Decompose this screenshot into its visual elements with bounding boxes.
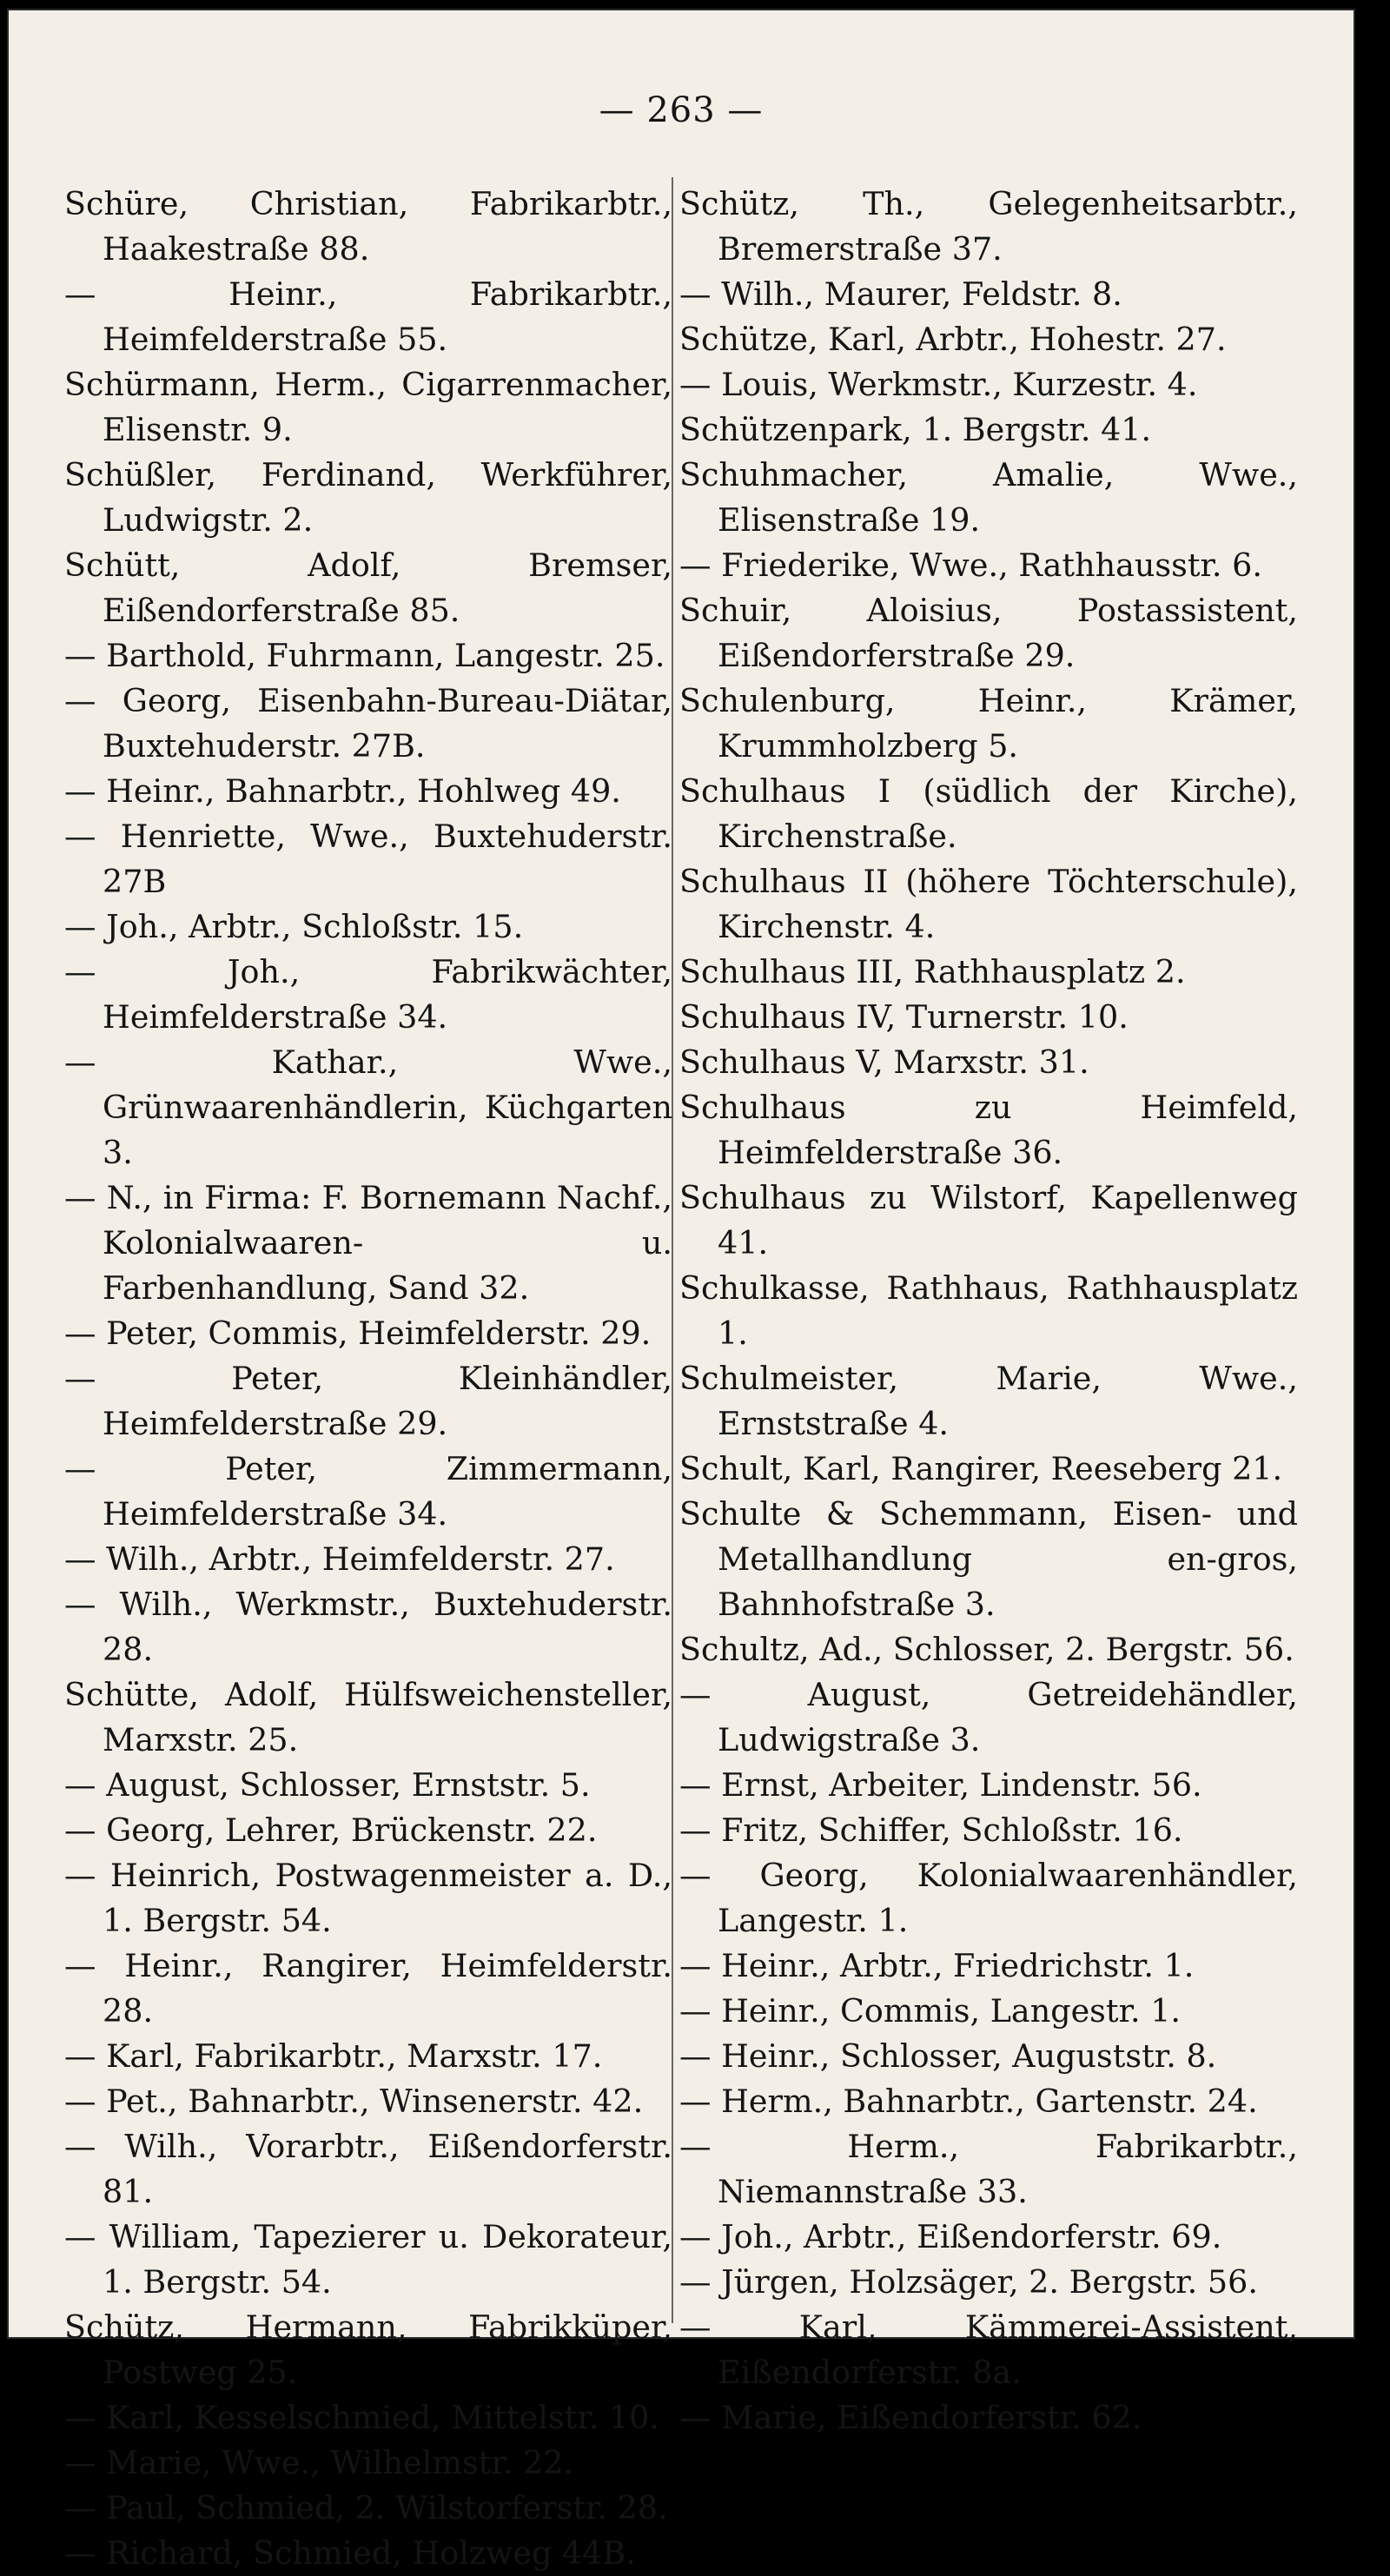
directory-entry: — Fritz, Schiffer, Schloßstr. 16. [679, 1811, 1183, 1849]
directory-entry: — Herm., Bahnarbtr., Gartenstr. 24. [679, 2083, 1258, 2120]
directory-entry: — Heinrich, Postwagenmeister a. D., 1. Bergstr. 54. [64, 1857, 672, 1939]
directory-entry: Schüre, Christian, Fabrikarbtr., Haakestraße 88. [64, 185, 672, 268]
directory-entry: Schulhaus IV, Turnerstr. 10. [679, 998, 1129, 1036]
directory-entry: — Marie, Eißendorferstr. 62. [679, 2399, 1142, 2436]
directory-entry: — August, Getreidehändler, Ludwigstraße 3. [679, 1676, 1298, 1758]
directory-entry: Schulhaus II (höhere Töchterschule), Kirchenstr. 4. [679, 863, 1298, 945]
directory-page [9, 10, 1354, 2572]
directory-entry: — Richard, Schmied, Holzweg 44B. [64, 2534, 636, 2572]
directory-entry: Schulhaus III, Rathhausplatz 2. [679, 953, 1186, 990]
directory-entry: — Peter, Kleinhändler, Heimfelderstraße 29. [64, 1360, 672, 1442]
directory-entry: Schulenburg, Heinr., Krämer, Krummholzberg 5. [679, 682, 1298, 765]
directory-entry: — Peter, Zimmermann, Heimfelderstraße 34. [64, 1450, 672, 1533]
directory-entry: Schürmann, Herm., Cigarrenmacher, Elisenstr. 9. [64, 366, 672, 448]
directory-entry: Schütt, Adolf, Bremser, Eißendorferstraße 85. [64, 546, 672, 629]
directory-entry: — Peter, Commis, Heimfelderstr. 29. [64, 1314, 652, 1352]
directory-entry: — Heinr., Rangirer, Heimfelderstr. 28. [64, 1947, 672, 2030]
directory-entry: Schütz, Hermann, Fabrikküper, Postweg 25. [64, 2308, 672, 2391]
directory-entry: — Jürgen, Holzsäger, 2. Bergstr. 56. [679, 2263, 1258, 2301]
directory-entry: — Heinr., Commis, Langestr. 1. [679, 1992, 1182, 2030]
directory-entry: Schulte & Schemmann, Eisen- und Metallhandlung en-gros, Bahnhofstraße 3. [679, 1495, 1298, 1623]
directory-entry: Schütte, Adolf, Hülfsweichensteller, Marxstr. 25. [64, 1676, 672, 1758]
directory-entry: — Georg, Lehrer, Brückenstr. 22. [64, 1811, 598, 1849]
directory-entry: — Heinr., Arbtr., Friedrichstr. 1. [679, 1947, 1195, 1984]
directory-entry: — Kathar., Wwe., Grünwaarenhändlerin, Küchgarten 3. [64, 1043, 672, 1171]
directory-entry: — Henriette, Wwe., Buxtehuderstr. 27B [64, 818, 672, 900]
directory-entry: Schulhaus zu Heimfeld, Heimfelderstraße 36. [679, 1089, 1298, 1171]
directory-entry: — Wilh., Vorarbtr., Eißendorferstr. 81. [64, 2128, 672, 2210]
directory-entry: Schüßler, Ferdinand, Werkführer, Ludwigstr. 2. [64, 456, 672, 539]
directory-entry: — Georg, Eisenbahn-Bureau-Diätar, Buxtehuderstr. 27B. [64, 682, 672, 765]
directory-entry: — Heinr., Fabrikarbtr., Heimfelderstraße 55. [64, 275, 672, 358]
directory-entry: Schulmeister, Marie, Wwe., Ernststraße 4. [679, 1360, 1298, 1442]
directory-entry: — August, Schlosser, Ernststr. 5. [64, 1766, 591, 1804]
directory-entry: Schult, Karl, Rangirer, Reeseberg 21. [679, 1450, 1283, 1487]
directory-entry: — William, Tapezierer u. Dekorateur, 1. Bergstr. 54. [64, 2218, 672, 2301]
directory-entry: — Friederike, Wwe., Rathhausstr. 6. [679, 546, 1262, 584]
directory-entry: Schulkasse, Rathhaus, Rathhausplatz 1. [679, 1269, 1298, 1352]
directory-entry: Schultz, Ad., Schlosser, 2. Bergstr. 56. [679, 1631, 1294, 1668]
directory-entry: Schulhaus I (südlich der Kirche), Kirchenstraße. [679, 772, 1298, 855]
directory-entry: — Karl, Kesselschmied, Mittelstr. 10. [64, 2399, 659, 2436]
right-column [679, 182, 1298, 2440]
directory-entry: — Wilh., Maurer, Feldstr. 8. [679, 275, 1122, 313]
directory-entry: — Karl, Fabrikarbtr., Marxstr. 17. [64, 2037, 603, 2075]
directory-entry: — N., in Firma: F. Bornemann Nachf., Kolonialwaaren- u. Farbenhandlung, Sand 32. [64, 1179, 672, 1307]
directory-entry: — Louis, Werkmstr., Kurzestr. 4. [679, 366, 1198, 403]
directory-entry: — Paul, Schmied, 2. Wilstorferstr. 28. [64, 2489, 668, 2526]
directory-entry: Schulhaus V, Marxstr. 31. [679, 1043, 1089, 1081]
directory-entry: — Wilh., Werkmstr., Buxtehuderstr. 28. [64, 1586, 672, 1668]
directory-entry: Schützenpark, 1. Bergstr. 41. [679, 411, 1152, 448]
directory-entry: Schütz, Th., Gelegenheitsarbtr., Bremerstraße 37. [679, 185, 1298, 268]
directory-entry: — Karl, Kämmerei-Assistent, Eißendorferstr. 8a. [679, 2308, 1298, 2391]
directory-entry: Schuhmacher, Amalie, Wwe., Elisenstraße 19. [679, 456, 1298, 539]
left-column [64, 182, 672, 2576]
directory-entry: — Barthold, Fuhrmann, Langestr. 25. [64, 637, 665, 674]
directory-entry: Schuir, Aloisius, Postassistent, Eißendorferstraße 29. [679, 592, 1298, 674]
directory-entry: — Heinr., Schlosser, Auguststr. 8. [679, 2037, 1217, 2075]
directory-entry: — Georg, Kolonialwaarenhändler, Langestr. 1. [679, 1857, 1298, 1939]
directory-entry: — Joh., Arbtr., Schloßstr. 15. [64, 908, 524, 945]
directory-entry: — Herm., Fabrikarbtr., Niemannstraße 33. [679, 2128, 1298, 2210]
directory-entry: — Pet., Bahnarbtr., Winsenerstr. 42. [64, 2083, 644, 2120]
directory-entry: — Marie, Wwe., Wilhelmstr. 22. [64, 2444, 574, 2481]
page-number: — 263 — [599, 90, 764, 130]
directory-entry: — Heinr., Bahnarbtr., Hohlweg 49. [64, 772, 621, 810]
directory-entry: Schütze, Karl, Arbtr., Hohestr. 27. [679, 321, 1227, 358]
directory-entry: — Ernst, Arbeiter, Lindenstr. 56. [679, 1766, 1202, 1804]
directory-entry: — Joh., Arbtr., Eißendorferstr. 69. [679, 2218, 1222, 2255]
directory-entry: Schulhaus zu Wilstorf, Kapellenweg 41. [679, 1179, 1298, 1262]
directory-entry: — Joh., Fabrikwächter, Heimfelderstraße 34. [64, 953, 672, 1036]
directory-entry: — Wilh., Arbtr., Heimfelderstr. 27. [64, 1540, 615, 1578]
